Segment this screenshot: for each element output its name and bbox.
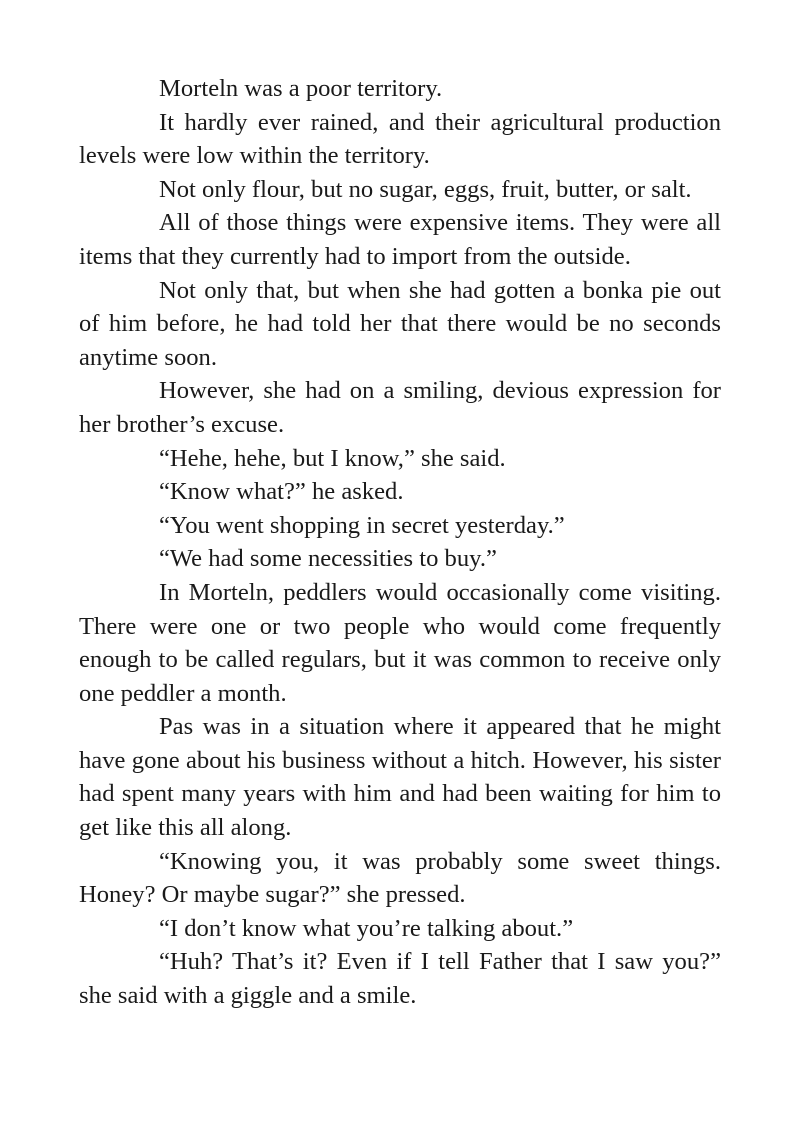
paragraph: “Knowing you, it was probably some sweet things. Honey? Or maybe sugar?” she pressed. — [79, 847, 721, 909]
paragraph: “I don’t know what you’re talking about.” — [159, 914, 574, 942]
paragraph: “Hehe, hehe, but I know,” she said. — [159, 444, 506, 472]
paragraph: “We had some necessities to buy.” — [159, 545, 497, 573]
paragraph: In Morteln, peddlers would occasionally come visiting. There were one or two people who would come frequently enough to be called regulars, but it was common to receive only one peddler a month. — [79, 578, 721, 707]
book-page — [79, 72, 721, 1013]
paragraph: “You went shopping in secret yesterday.” — [159, 511, 565, 539]
paragraph: However, she had on a smiling, devious expression for her brother’s excuse. — [79, 377, 721, 438]
paragraph: Pas was in a situation where it appeared that he might have gone about his business without a hitch. However, his sister had spent many years with him and had been waiting for him to get like this all along. — [79, 713, 721, 842]
paragraph: Not only that, but when she had gotten a bonka pie out of him before, he had told her that there would be no seconds anytime soon. — [79, 276, 721, 371]
paragraph: “Know what?” he asked. — [159, 478, 404, 506]
paragraph: It hardly ever rained, and their agricultural production levels were low within the territory. — [79, 108, 721, 170]
paragraph: Morteln was a poor territory. — [159, 75, 443, 102]
paragraph: “Huh? That’s it? Even if I tell Father that I saw you?” she said with a giggle and a smile. — [79, 948, 721, 1010]
paragraph: All of those things were expensive items. They were all items that they currently had to import from the outside. — [79, 209, 721, 270]
paragraph: Not only flour, but no sugar, eggs, fruit, butter, or salt. — [159, 175, 692, 203]
